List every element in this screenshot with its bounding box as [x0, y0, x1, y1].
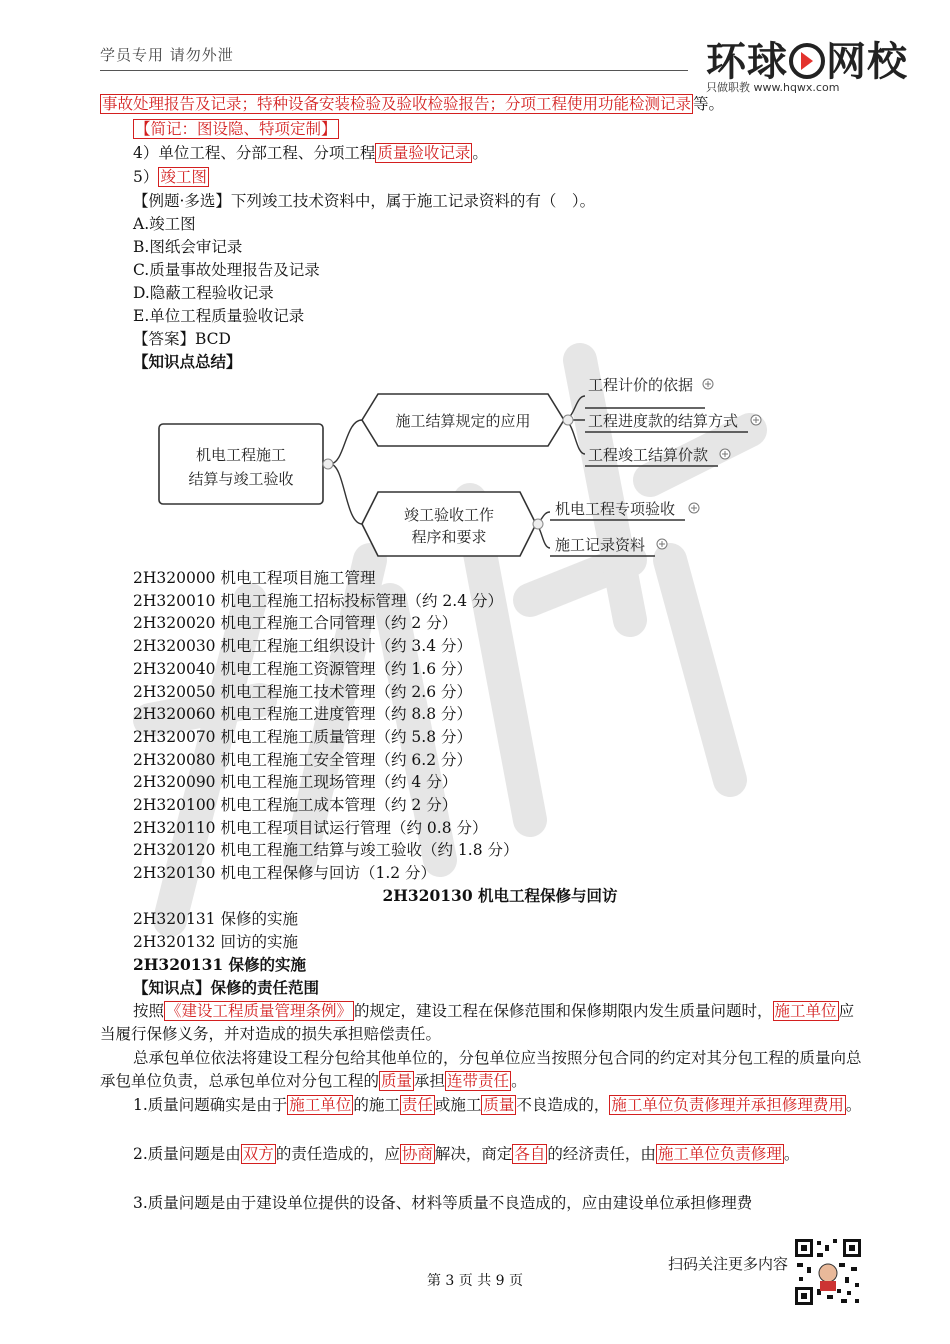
- text: 的规定，建设工程在保修范围和保修期限内发生质量问题时，: [354, 1002, 773, 1020]
- outline-item: 2H320090 机电工程施工现场管理（约 4 分）: [133, 773, 458, 791]
- highlight-completion-drawing: 竣工图: [160, 168, 207, 186]
- outline-item: 2H320130 机电工程保修与回访（1.2 分）: [133, 864, 437, 882]
- mindmap-branch2-box: [362, 492, 536, 556]
- highlight-contractor-repair: 施工单位负责修理并承担修理费用: [611, 1096, 844, 1114]
- mindmap-leaf: 机电工程专项验收: [555, 500, 676, 518]
- highlight-quality-record: 质量验收记录: [377, 144, 471, 162]
- mindmap-leaf: 工程进度款的结算方式: [588, 412, 739, 430]
- expand-icons: [657, 379, 761, 549]
- mnemonic-line: [133, 119, 339, 139]
- highlight-records: 事故处理报告及记录；特种设备安装检验及验收检验报告；分项工程使用功能检测记录: [102, 95, 692, 113]
- text: 不良造成的，: [516, 1096, 610, 1114]
- outline-item: 2H320040 机电工程施工资源管理（约 1.6 分）: [133, 660, 472, 678]
- outline-item: 2H320050 机电工程施工技术管理（约 2.6 分）: [133, 683, 472, 701]
- outline-item: 2H320030 机电工程施工组织设计（约 3.4 分）: [133, 637, 472, 655]
- outline-item: 2H320120 机电工程施工结算与竣工验收（约 1.8 分）: [133, 841, 519, 859]
- highlight-both-parties: 双方: [242, 1145, 274, 1163]
- text: 或施工: [434, 1096, 482, 1114]
- highlight-quality: 质量: [381, 1072, 413, 1090]
- record-list-line: [100, 94, 724, 114]
- option-d: D.隐蔽工程验收记录: [133, 284, 274, 302]
- outline-item: 2H320060 机电工程施工进度管理（约 8.8 分）: [133, 705, 472, 723]
- qr-caption: 扫码关注更多内容: [668, 1255, 789, 1273]
- answer: 【答案】BCD: [133, 330, 231, 348]
- header-rule: [100, 70, 688, 71]
- item-4-tail: 。: [472, 144, 488, 162]
- highlight-responsibility: 责任: [401, 1096, 433, 1114]
- highlight-contractor: 施工单位: [774, 1002, 837, 1020]
- option-e: E.单位工程质量验收记录: [133, 307, 305, 325]
- mindmap-leaf: 工程竣工结算价款: [588, 446, 709, 464]
- item-5-text: 5）: [133, 168, 159, 186]
- highlight-negotiate: 协商: [401, 1145, 433, 1163]
- question-stem: 【例题·多选】下列竣工技术资料中，属于施工记录资料的有（ ）。: [133, 192, 596, 210]
- outline-item: 2H320000 机电工程项目施工管理: [133, 569, 376, 587]
- line-tail: 等。: [693, 95, 725, 113]
- highlight-regulation: 《建设工程质量管理条例》: [166, 1002, 353, 1020]
- outline-item: 2H320020 机电工程施工合同管理（约 2 分）: [133, 614, 458, 632]
- text: 。: [845, 1096, 862, 1114]
- text: 。: [783, 1145, 800, 1163]
- mindmap-root-line1: 机电工程施工: [195, 446, 287, 464]
- item-4: [133, 143, 488, 163]
- highlight-joint-liability: 连带责任: [447, 1072, 510, 1090]
- mindmap-leaf: 施工记录资料: [555, 536, 646, 554]
- subsection-item: 2H320131 保修的实施: [133, 910, 298, 928]
- paragraph-4: [100, 1143, 862, 1166]
- item-4-text: 4）单位工程、分部工程、分项工程: [133, 144, 376, 162]
- paragraph-5: 3.质量问题是由于建设单位提供的设备、材料等质量不良造成的，应由建设单位承担修理费: [133, 1194, 753, 1212]
- text: 承担: [414, 1072, 446, 1090]
- item-5: [133, 167, 209, 187]
- outline-item: 2H320070 机电工程施工质量管理（约 5.8 分）: [133, 728, 472, 746]
- page-number: 第 3 页 共 9 页: [426, 1273, 524, 1289]
- paragraph-2: [100, 1047, 862, 1093]
- knowledge-title: 【知识点】保修的责任范围: [133, 978, 320, 997]
- mindmap-branch2-line2: 程序和要求: [411, 528, 487, 546]
- text: 解决，商定: [434, 1145, 513, 1163]
- paragraph-1: [100, 1000, 862, 1046]
- highlight-each: 各自: [514, 1145, 546, 1163]
- text: 。: [511, 1072, 527, 1090]
- summary-title: 【知识点总结】: [133, 352, 242, 371]
- mindmap-root-box: [159, 424, 323, 504]
- section-title: 2H320130 机电工程保修与回访: [382, 886, 618, 905]
- play-icon: [789, 43, 825, 79]
- logo-text-left: 环球: [706, 39, 788, 85]
- logo-text-right: 网校: [826, 39, 908, 85]
- highlight-contractor: 施工单位: [289, 1096, 352, 1114]
- text: 1.质量问题确实是由于: [133, 1096, 288, 1114]
- mnemonic: 【简记：图设隐、特项定制】: [135, 120, 337, 138]
- mindmap-root-line2: 结算与竣工验收: [188, 470, 294, 488]
- subsection-heading: 2H320131 保修的实施: [133, 955, 307, 974]
- highlight-quality: 质量: [483, 1096, 515, 1114]
- text: 按照: [133, 1002, 165, 1020]
- logo-subtitle: 只做职教 www.hqwx.com: [706, 81, 840, 94]
- text: 2.质量问题是由: [133, 1145, 241, 1163]
- outline-item: 2H320100 机电工程施工成本管理（约 2 分）: [133, 796, 458, 814]
- text: 的责任造成的，应: [275, 1145, 400, 1163]
- mindmap-leaf: 工程计价的依据: [588, 376, 694, 394]
- subsection-item: 2H320132 回访的实施: [133, 933, 298, 951]
- text: 的施工: [353, 1096, 400, 1114]
- option-a: A.竣工图: [133, 215, 196, 233]
- mindmap-branch1: 施工结算规定的应用: [395, 412, 531, 430]
- outline-item: 2H320010 机电工程施工招标投标管理（约 2.4 分）: [133, 592, 503, 610]
- option-b: B.图纸会审记录: [133, 238, 243, 256]
- header-confidential-text: 学员专用 请勿外泄: [100, 46, 234, 64]
- mindmap-branch2-line1: 竣工验收工作: [403, 506, 495, 524]
- text: 应当履行保修义务，并对造成的损失承担赔偿责任。: [100, 1002, 855, 1043]
- paragraph-3: [100, 1094, 862, 1117]
- outline-item: 2H320080 机电工程施工安全管理（约 6.2 分）: [133, 751, 472, 769]
- mindmap: [150, 372, 790, 572]
- highlight-contractor-repair: 施工单位负责修理: [657, 1145, 782, 1163]
- text: 的经济责任，由: [547, 1145, 656, 1163]
- option-c: C.质量事故处理报告及记录: [133, 261, 320, 279]
- outline-item: 2H320110 机电工程项目试运行管理（约 0.8 分）: [133, 819, 488, 837]
- text: 总承包单位依法将建设工程分包给其他单位的，分包单位应当按照分包合同的约定对其分包工程的质量向总承包单位负责，总承包单位对分包工程的: [100, 1049, 862, 1090]
